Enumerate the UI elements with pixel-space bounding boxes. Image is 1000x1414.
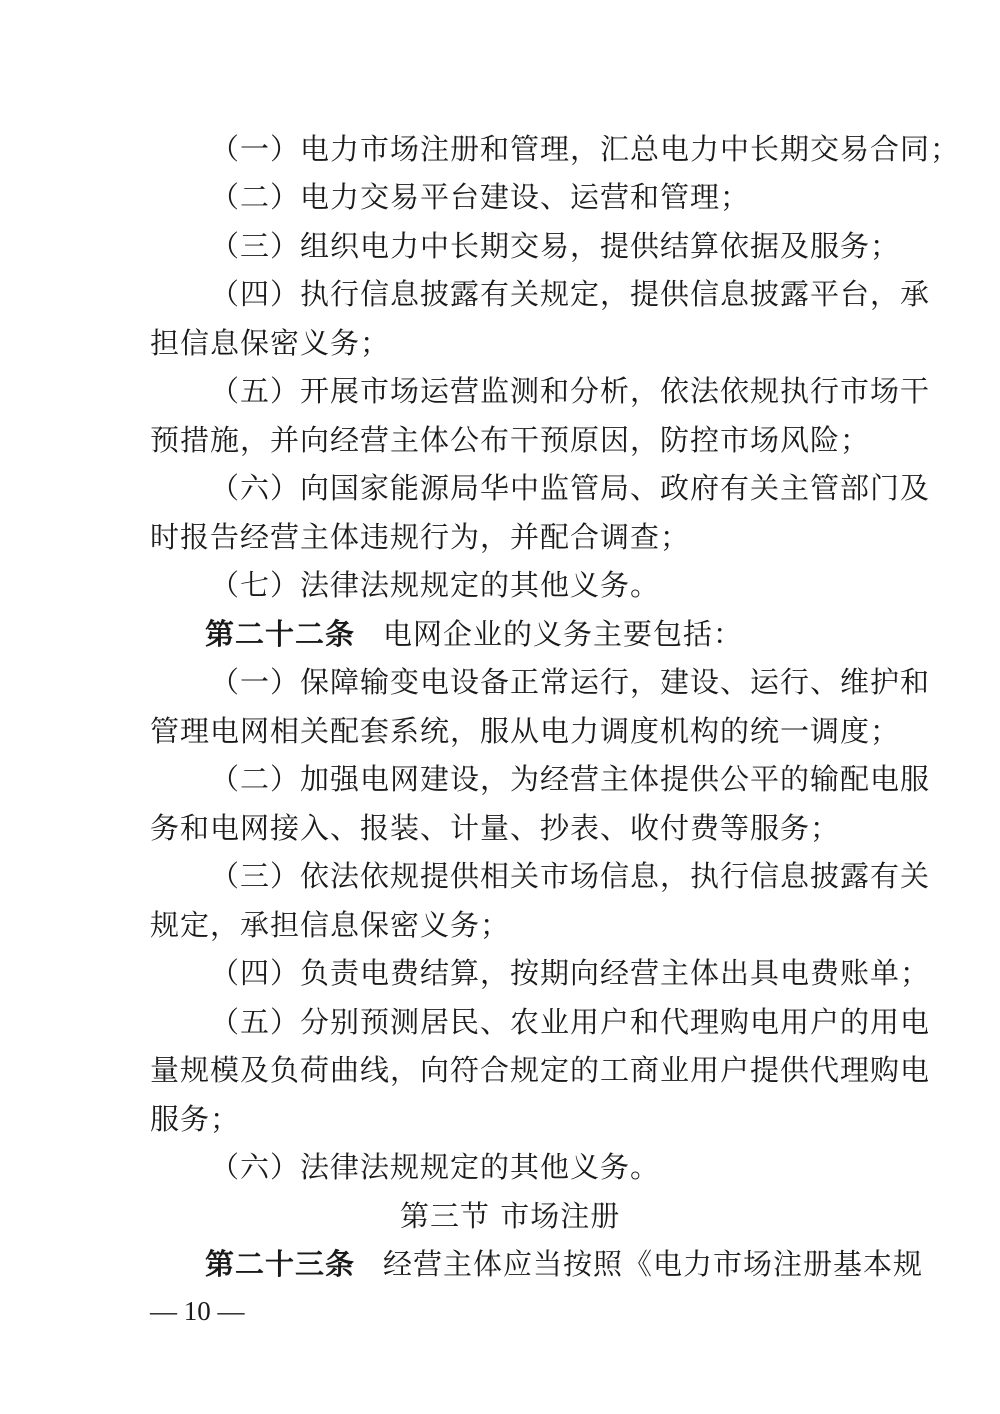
text-line: （六）向国家能源局华中监管局、政府有关主管部门及 bbox=[210, 471, 931, 505]
text-line: 管理电网相关配套系统，服从电力调度机构的统一调度； bbox=[150, 714, 901, 748]
text-line: （一）保障输变电设备正常运行，建设、运行、维护和 bbox=[210, 665, 931, 699]
page-number: — 10 — bbox=[150, 1296, 245, 1326]
text-line: （二）电力交易平台建设、运营和管理； bbox=[210, 180, 751, 214]
text-line: 服务； bbox=[150, 1102, 241, 1136]
article-22-line bbox=[0, 617, 1000, 651]
text-line: （五）开展市场运营监测和分析，依法依规执行市场干 bbox=[210, 374, 931, 408]
text-line: 担信息保密义务； bbox=[150, 326, 391, 360]
text-line: （三）组织电力中长期交易，提供结算依据及服务； bbox=[210, 229, 901, 263]
text-line: 务和电网接入、报装、计量、抄表、收付费等服务； bbox=[150, 811, 841, 845]
text-line: （六）法律法规规定的其他义务。 bbox=[210, 1150, 661, 1184]
text-line: （七）法律法规规定的其他义务。 bbox=[210, 568, 661, 602]
text-line: （二）加强电网建设，为经营主体提供公平的输配电服 bbox=[210, 762, 931, 796]
text-line: 预措施，并向经营主体公布干预原因，防控市场风险； bbox=[150, 423, 871, 457]
article-number: 第二十三条 bbox=[205, 1247, 356, 1281]
text-line: （四）负责电费结算，按期向经营主体出具电费账单； bbox=[210, 956, 931, 990]
text-line: （四）执行信息披露有关规定，提供信息披露平台，承 bbox=[210, 277, 931, 311]
text-line: （三）依法依规提供相关市场信息，执行信息披露有关 bbox=[210, 859, 931, 893]
text-line: 时报告经营主体违规行为，并配合调查； bbox=[150, 520, 691, 554]
article-23-line bbox=[0, 1247, 1000, 1281]
article-text: 电网企业的义务主要包括： bbox=[383, 617, 744, 651]
text-line: （一）电力市场注册和管理，汇总电力中长期交易合同； bbox=[210, 132, 961, 166]
text-line: （五）分别预测居民、农业用户和代理购电用户的用电 bbox=[210, 1005, 931, 1039]
article-number: 第二十二条 bbox=[205, 617, 356, 651]
article-text: 经营主体应当按照《电力市场注册基本规 bbox=[383, 1247, 924, 1281]
section-heading: 第三节 市场注册 bbox=[400, 1199, 621, 1233]
text-line: 量规模及负荷曲线，向符合规定的工商业用户提供代理购电 bbox=[150, 1053, 931, 1087]
text-line: 规定，承担信息保密义务； bbox=[150, 908, 511, 942]
